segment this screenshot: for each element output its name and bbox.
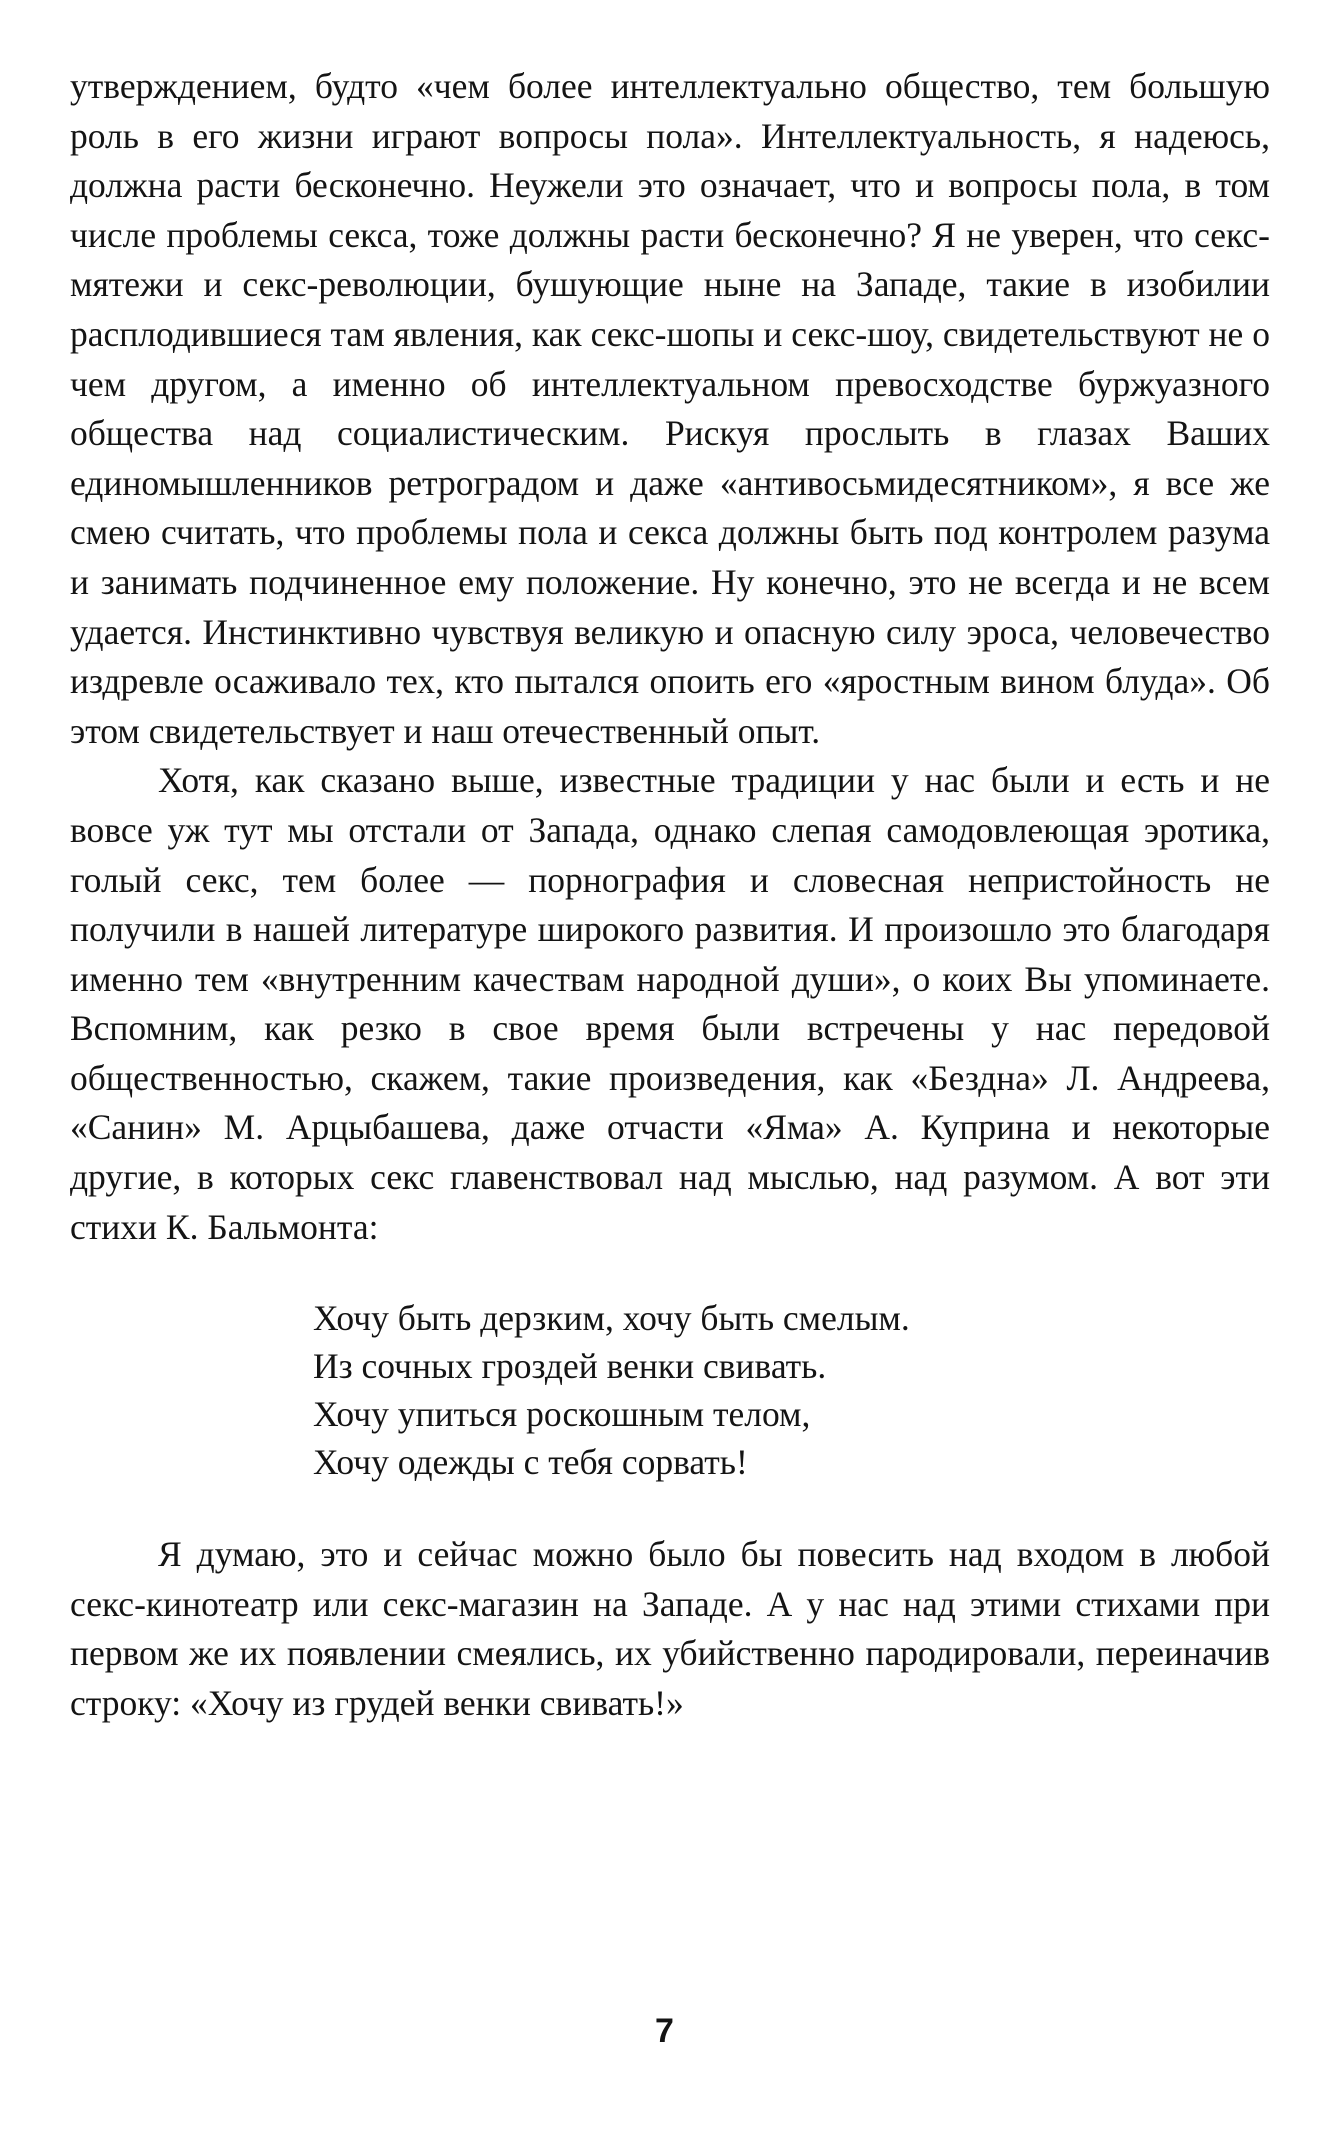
- poem-line-1: Хочу быть дерзким, хочу быть смелым.: [313, 1298, 910, 1339]
- poem-quote: [313, 1294, 1270, 1486]
- page-body: [70, 62, 1270, 1729]
- poem-line-4: Хочу одежды с тебя сорвать!: [313, 1442, 748, 1483]
- poem-line-2: Из сочных гроздей венки свивать.: [313, 1346, 827, 1387]
- page-number: 7: [655, 2012, 674, 2050]
- paragraph-2: Хотя, как сказано выше, известные традиции у нас были и есть и не вовсе уж тут мы отстали от Запада, однако слепая самодовлеющая эротика, голый секс, тем более — порнография и словесная непристойность не получили в нашей литературе широкого развития. И произошло это благодаря именно тем «внутренним качествам народной души», о коих Вы упоминаете. Вспомним, как резко в свое время были встречены у нас передовой общественностью, скажем, такие произведения, как «Бездна» Л. Андреева, «Санин» М. Арцыбашева, даже отчасти «Яма» А. Куприна и некоторые другие, в которых секс главенствовал над мыслью, над разумом. А вот эти стихи К. Бальмонта:: [70, 760, 1270, 1247]
- paragraph-1: утверждением, будто «чем более интеллектуально общество, тем большую роль в его жизни играют вопросы пола». Интеллектуальность, я надеюсь, должна расти бесконечно. Неужели это означает, что и вопросы пола, в том числе проблемы секса, тоже должны расти бесконечно? Я не уверен, что секс-мятежи и секс-революции, бушующие ныне на Западе, такие в изобилии расплодившиеся там явления, как секс-шопы и секс-шоу, свидетельствуют не о чем другом, а именно об интеллектуальном превосходстве буржуазного общества над социалистическим. Рискуя прослыть в глазах Ваших единомышленников ретроградом и даже «антивосьмидесятником», я все же смею считать, что проблемы пола и секса должны быть под контролем разума и занимать подчиненное ему положение. Ну конечно, это не всегда и не всем удается. Инстинктивно чувствуя великую и опасную силу эроса, человечество издревле осаживало тех, кто пытался опоить его «яростным вином блуда». Об этом свидетельствует и наш отечественный опыт.: [70, 66, 1270, 751]
- poem-line-3: Хочу упиться роскошным телом,: [313, 1394, 811, 1435]
- paragraph-3: Я думаю, это и сейчас можно было бы повесить над входом в любой секс-кинотеатр или секс-магазин на Западе. А у нас над этими стихами при первом же их появлении смеялись, их убийственно пародировали, переиначив строку: «Хочу из грудей венки свивать!»: [70, 1534, 1270, 1724]
